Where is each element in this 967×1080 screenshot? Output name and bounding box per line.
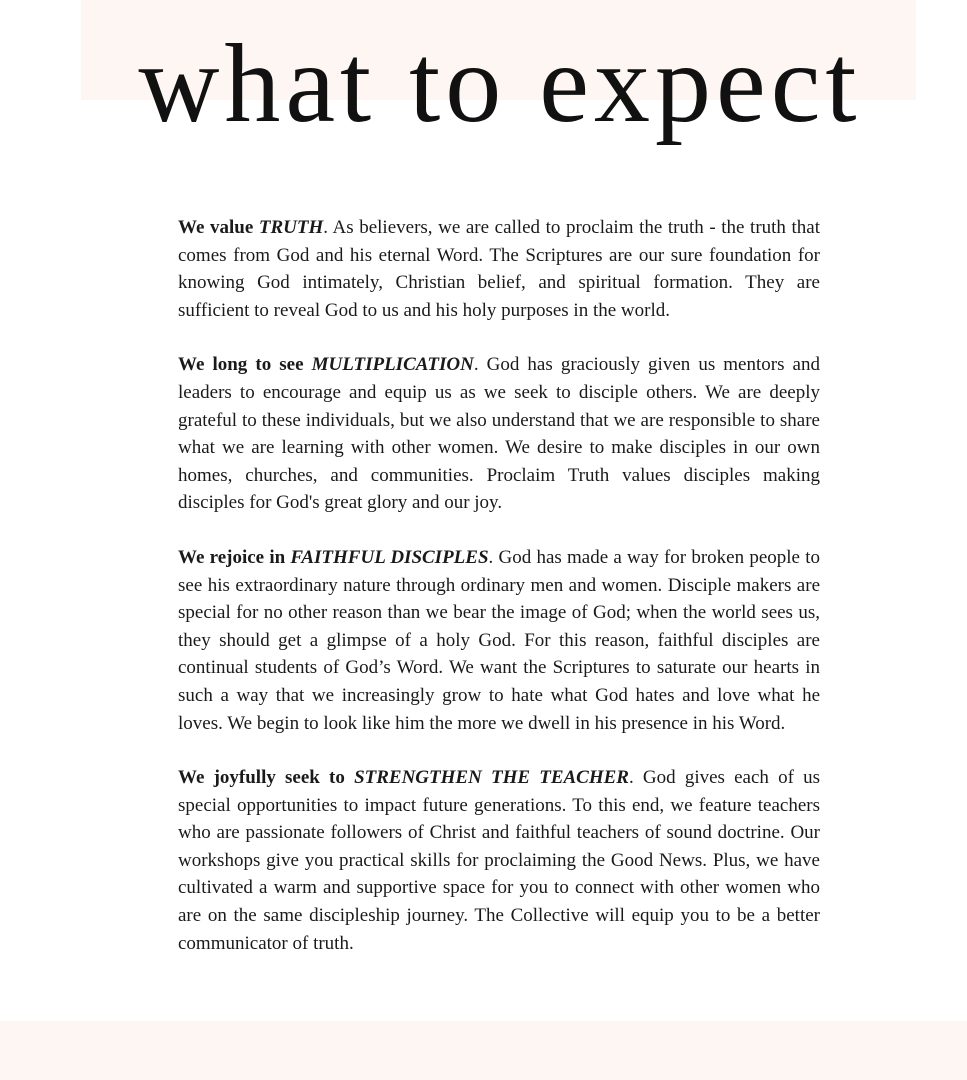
paragraph-body: . God has graciously given us mentors and leaders to encourage and equip us as we seek to disciple others. We are deeply grateful to these individuals, but we also understand that we are responsible to share what we are learning with other women. We desire to make disciples in our own homes, churches, and communities. Proclaim Truth values disciples making disciples for God's great glory and our joy.	[178, 354, 820, 514]
paragraph-body: . As believers, we are called to proclaim the truth - the truth that comes from God and his eternal Word. The Scriptures are our sure foundation for knowing God intimately, Christian belief, and spiritual formation. They are sufficient to reveal God to us and his holy purposes in the world.	[178, 217, 821, 321]
paragraph-keyword: MULTIPLICATION	[311, 354, 474, 376]
values-content	[178, 214, 820, 984]
page-title: what to expect	[138, 22, 862, 146]
paragraph-lead: We joyfully seek to	[178, 767, 355, 789]
paragraph-truth	[178, 214, 820, 324]
paragraph-lead: We long to see	[178, 354, 312, 376]
paragraph-keyword: TRUTH	[258, 217, 324, 238]
paragraph-keyword: STRENGTHEN THE TEACHER	[354, 767, 629, 789]
paragraph-body: . God gives each of us special opportunities to impact future generations. To this end, we feature teachers who are passionate followers of Christ and faithful teachers of sound doctrine. Our workshops give you practical skills for proclaiming the Good News. Plus, we have cultivated a warm and supportive space for you to connect with other women who are on the same discipleship journey. The Collective will equip you to be a better communicator of truth.	[178, 767, 820, 954]
paragraph-lead: We rejoice in	[178, 546, 291, 568]
paragraph-strengthen-teacher	[178, 764, 820, 957]
paragraph-lead: We value	[178, 217, 259, 238]
paragraph-body: . God has made a way for broken people to see his extraordinary nature through ordinary men and women. Disciple makers are special for no other reason than we bear the image of God; when the world sees us, they should get a glimpse of a holy God. For this reason, faithful disciples are continual students of God’s Word. We want the Scriptures to saturate our hearts in such a way that we increasingly grow to hate what God hates and love what he loves. We begin to look like him the more we dwell in his presence in his Word.	[178, 546, 820, 734]
paragraph-multiplication	[178, 351, 820, 517]
paragraph-keyword: FAITHFUL DISCIPLES	[290, 546, 489, 568]
footer-background-band	[0, 1021, 967, 1080]
paragraph-faithful-disciples	[178, 544, 820, 737]
